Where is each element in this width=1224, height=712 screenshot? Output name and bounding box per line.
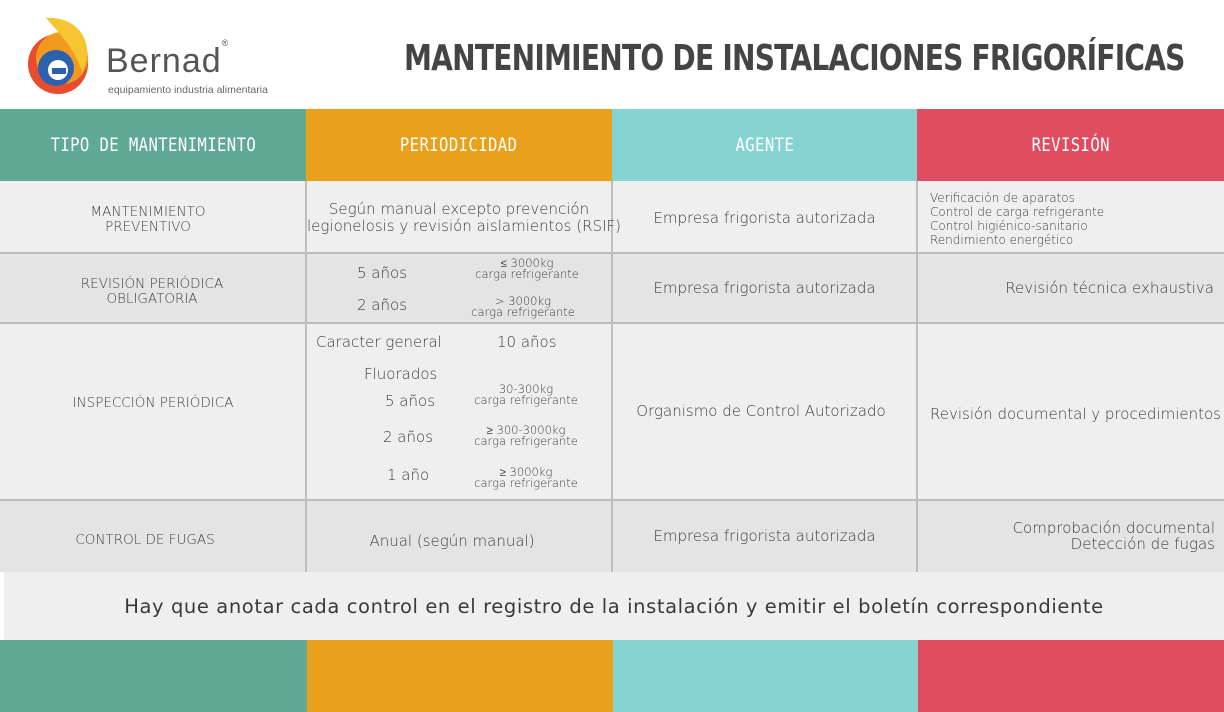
cell-review bbox=[918, 501, 1224, 572]
period-condition: 30-300kg carga refrigerante bbox=[474, 382, 578, 407]
agent-label: Empresa frigorista autorizada bbox=[653, 279, 876, 297]
period-term: 2 años bbox=[357, 296, 408, 314]
cell-agent bbox=[613, 501, 918, 572]
agent-label: Empresa frigorista autorizada bbox=[653, 527, 876, 545]
period-condition: ≤ 3000kg carga refrigerante bbox=[475, 256, 579, 281]
header-periodicidad: PERIODICIDAD bbox=[306, 109, 612, 181]
type-label: MANTENIMIENTO PREVENTIVO bbox=[90, 204, 206, 235]
header-tipo: TIPO DE MANTENIMIENTO bbox=[0, 109, 306, 181]
cell-period bbox=[307, 324, 613, 499]
footer-note: Hay que anotar cada control en el registro de la instalación y emitir el boletín correspondiente bbox=[4, 572, 1224, 640]
cell-period bbox=[307, 254, 613, 322]
review-list: Comprobación documental Detección de fugas bbox=[1012, 519, 1215, 553]
period-label: Según manual excepto prevención legionelosis y revisión aislamientos (RSIF) bbox=[307, 200, 621, 235]
cell-review bbox=[918, 254, 1224, 322]
agent-label: Organismo de Control Autorizado bbox=[636, 402, 886, 420]
period-term: 2 años bbox=[383, 428, 434, 446]
color-band-red bbox=[918, 640, 1224, 712]
table-row bbox=[0, 181, 1224, 254]
agent-label: Empresa frigorista autorizada bbox=[653, 209, 876, 227]
cell-type bbox=[0, 181, 307, 252]
cell-review bbox=[918, 324, 1224, 499]
page-title: MANTENIMIENTO DE INSTALACIONES FRIGORÍFICAS bbox=[404, 38, 1185, 79]
type-label: REVISIÓN PERIÓDICA OBLIGATORIA bbox=[80, 276, 224, 307]
period-condition: ≥ 3000kg carga refrigerante bbox=[474, 465, 578, 490]
cell-type bbox=[0, 501, 307, 572]
brand-name: Bernad® bbox=[106, 38, 230, 80]
color-band-teal bbox=[0, 640, 307, 712]
cell-type bbox=[0, 324, 307, 499]
review-label: Revisión técnica exhaustiva bbox=[1005, 279, 1214, 297]
review-list: Verificación de aparatos Control de carga refrigerante Control higiénico-sanitario Rendimiento energético bbox=[930, 191, 1105, 247]
brand-logo bbox=[22, 12, 282, 98]
cell-period bbox=[307, 181, 621, 252]
review-label: Revisión documental y procedimientos bbox=[930, 405, 1221, 423]
color-band-orange bbox=[307, 640, 613, 712]
cell-agent bbox=[613, 324, 918, 499]
table-row bbox=[0, 501, 1224, 572]
cell-agent bbox=[613, 181, 918, 252]
period-condition: ≥ 300-3000kg carga refrigerante bbox=[474, 423, 578, 448]
fluor-label: Fluorados bbox=[364, 365, 438, 383]
period-condition: > 3000kg carga refrigerante bbox=[471, 294, 575, 319]
brand-tagline: equipamiento industria alimentaria bbox=[108, 84, 268, 96]
period-term: 1 año bbox=[387, 466, 430, 484]
cell-agent bbox=[613, 254, 918, 322]
cell-type bbox=[0, 254, 307, 322]
table-row bbox=[0, 324, 1224, 501]
type-label: INSPECCIÓN PERIÓDICA bbox=[72, 395, 234, 411]
period-term: 5 años bbox=[357, 264, 408, 282]
type-label: CONTROL DE FUGAS bbox=[75, 532, 215, 548]
brand-swirl-icon bbox=[22, 12, 102, 98]
header-revision: REVISIÓN bbox=[917, 109, 1224, 181]
general-label: Caracter general bbox=[316, 333, 442, 351]
color-band-cyan bbox=[613, 640, 918, 712]
cell-review bbox=[918, 181, 1224, 252]
period-term: 5 años bbox=[385, 392, 436, 410]
cell-period bbox=[307, 501, 613, 572]
header-agente: AGENTE bbox=[612, 109, 917, 181]
period-label: Anual (según manual) bbox=[369, 532, 535, 550]
general-term: 10 años bbox=[497, 333, 557, 351]
table-row bbox=[0, 254, 1224, 324]
